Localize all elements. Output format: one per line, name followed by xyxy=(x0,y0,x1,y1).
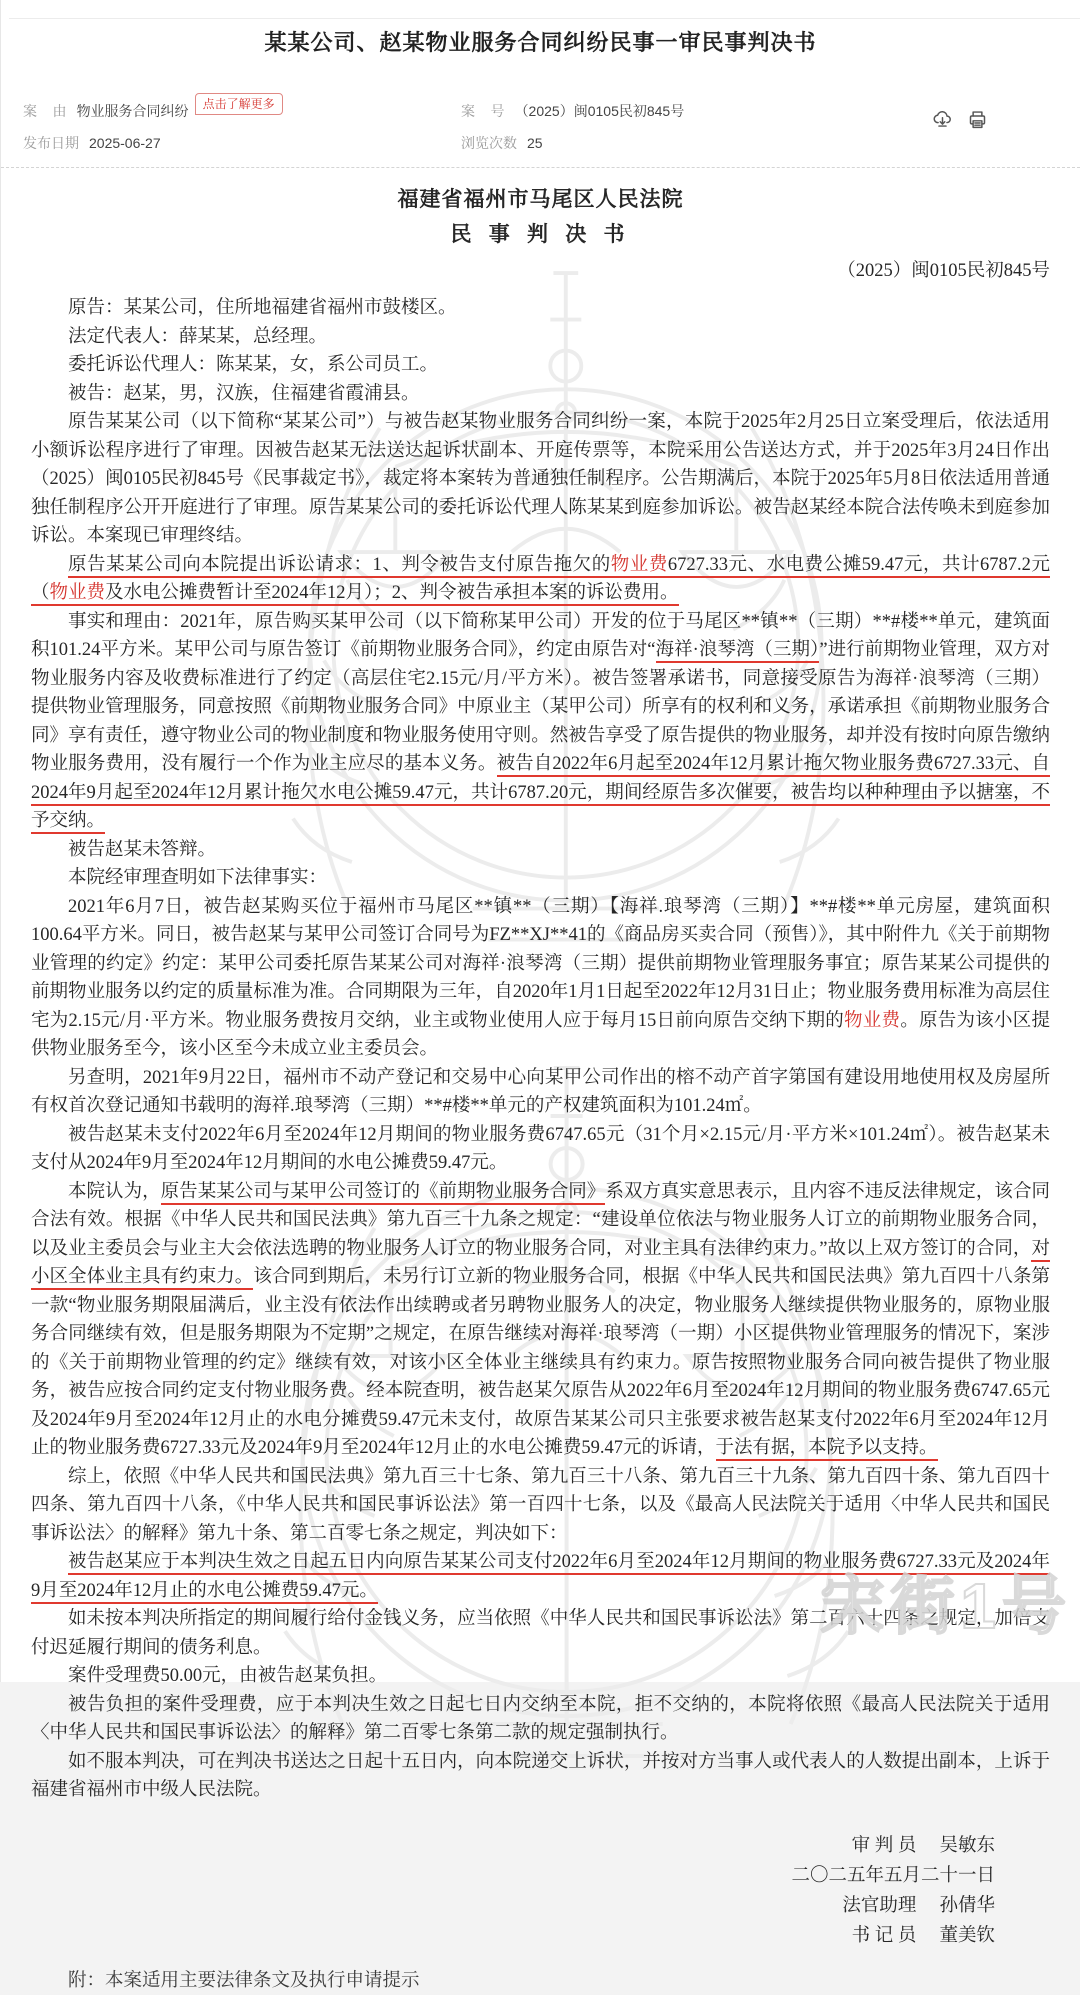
claims-paragraph xyxy=(31,551,1050,608)
emphasized-text: 对小区全体业主具有约束力。 xyxy=(31,1239,1050,1291)
legal-basis-paragraph xyxy=(31,1463,1050,1549)
case-reason-label: 案 由 xyxy=(23,101,67,121)
views-value: 25 xyxy=(527,135,543,151)
legal-representative-info xyxy=(31,323,1050,352)
judgment-document xyxy=(1,168,1080,1995)
body-text: 本院经审理查明如下法律事实： xyxy=(68,868,327,888)
emphasized-text: 海祥·浪琴湾（三期） xyxy=(656,640,820,663)
attachment-note: 附：本案适用主要法律条文及执行申请提示 xyxy=(31,1967,1050,1995)
body-text: 被告负担的案件受理费，应于本判决生效之日起七日内交纳至本院，拒不交纳的，本院将依照《最高人民法院关于适用〈中华人民共和国民事诉讼法〉的解释》第二百零七条第二款的规定强制执行。 xyxy=(31,1695,1050,1744)
publish-date-value: 2025-06-27 xyxy=(89,135,161,151)
clerk-line: 书 记 员 董美钦 xyxy=(31,1921,995,1951)
emphasized-text: 被告赵某应于本判决生效之日起五日内向原告某某公司支付2022年6月至2024年12月期间的物业服务费6727.33元及2024年9月至2024年12月止的水电公摊费59.47元。 xyxy=(31,1552,1050,1604)
case-number-value: （2025）闽0105民初845号 xyxy=(515,101,685,121)
print-icon[interactable] xyxy=(967,109,988,130)
interest-paragraph xyxy=(31,1605,1050,1662)
emphasized-text: 于法有据，本院予以支持。 xyxy=(716,1438,938,1461)
download-icon[interactable] xyxy=(932,109,953,130)
emphasized-text: 原告某某公司向本院提出诉讼请求：1、判令被告支付原告拖欠的 xyxy=(68,555,611,578)
meta-row-1 xyxy=(23,95,1058,127)
judgment-paragraph xyxy=(31,1548,1050,1605)
body-text: 委托诉讼代理人：陈某某，女，系公司员工。 xyxy=(68,355,438,375)
body-text: 如未按本判决所指定的期间履行给付金钱义务，应当依照《中华人民共和国民事诉讼法》第二百六十四条之规定，加倍支付迟延履行期间的债务利息。 xyxy=(31,1609,1050,1658)
appeal-paragraph xyxy=(31,1748,1050,1805)
procedure-paragraph xyxy=(31,408,1050,551)
judge-assistant-line: 法官助理 孙倩华 xyxy=(31,1891,995,1921)
case-reason-value: 物业服务合同纠纷 xyxy=(77,101,189,121)
judge-line: 审 判 员 吴敏东 xyxy=(31,1831,995,1861)
additional-findings-paragraph xyxy=(31,1064,1050,1121)
body-text: 被告赵某未答辩。 xyxy=(68,840,216,860)
fee-payment-paragraph xyxy=(31,1691,1050,1748)
meta-row-2 xyxy=(23,127,1058,159)
body-text: 综上，依照《中华人民共和国民法典》第九百三十七条、第九百三十八条、第九百三十九条、第九百四十条、第九百四十四条、第九百四十八条，《中华人民共和国民事诉讼法》第一百四十七条，以及《最高人民法院关于适用〈中华人民共和国民事诉讼法〉的解释》第九十条、第二百零七条之规定，判决如下： xyxy=(31,1467,1050,1544)
body-text: 原告某某公司（以下简称“某某公司”）与被告赵某物业服务合同纠纷一案，本院于2025年2月25日立案受理后，依法适用小额诉讼程序进行了审理。因被告赵某无法送达起诉状副本、开庭传票等，本院采用公告送达方式，并于2025年3月24日作出（2025）闽0105民初845号《民事裁定书》，裁定将本案转为普通独任制程序。公告期满后，本院于2025年5月8日依法适用普通独任制程序公开开庭进行了审理。原告某某公司的委托诉讼代理人陈某某到庭参加诉讼。被告赵某经本院合法传唤未到庭参加诉讼。本案现已审理终结。 xyxy=(31,412,1050,546)
header-actions xyxy=(932,109,988,130)
body-text: 。原告为该小区提供物业服务至今，该小区至今未成立业主委员会。 xyxy=(31,1011,1050,1060)
no-defense-paragraph xyxy=(31,836,1050,865)
card-top-border xyxy=(9,18,1080,19)
emphasized-text: 原告某某公司与某甲公司签订的《前期物业服务合同》 xyxy=(161,1182,606,1205)
emphasized-text: 物业费 xyxy=(50,583,106,606)
findings-intro-paragraph xyxy=(31,864,1050,893)
plaintiff-info xyxy=(31,294,1050,323)
emphasized-text: 被告自2022年6月起至2024年12月累计拖欠物业服务费6727.33元、自2024年9月起至2024年12月累计拖欠水电公摊59.47元，共计6787.20元，期间经原告多次催要，被告均以种种理由予以搪塞，不予交纳。 xyxy=(31,754,1050,834)
defendant-info xyxy=(31,380,1050,409)
body-text: 如不服本判决，可在判决书送达之日起十五日内，向本院递交上诉状，并按对方当事人或代表人的人数提出副本，上诉于福建省福州市中级人民法院。 xyxy=(31,1752,1050,1801)
body-text: 2021年6月7日，被告赵某购买位于福州市马尾区**镇**（三期）【海祥.琅琴湾（三期）】**#楼**单元房屋，建筑面积100.64平方米。同日，被告赵某与某甲公司签订合同号为FZ**XJ**41的《商品房买卖合同（预售）》，其中附件九《关于前期物业管理的约定》约定：某甲公司委托原告某某公司对海祥·浪琴湾（三期）提供前期物业管理服务事宜；原告某某公司提供的前期物业服务以约定的质量标准为准。合同期限为三年，自2020年1月1日起至2022年12月31日止；物业服务费用标准为高层住宅为2.15元/月·平方米。物业服务费按月交纳，业主或物业使用人应于每月15日前向原告交纳下期的 xyxy=(31,897,1050,1031)
unpaid-fees-paragraph xyxy=(31,1121,1050,1178)
emphasized-text: 物业费 xyxy=(844,1011,900,1031)
emphasized-text: 6727.33元、水电费公摊59.47元，共计6787.2元（ xyxy=(31,555,1050,607)
body-text: 另查明，2021年9月22日，福州市不动产登记和交易中心向某甲公司作出的榕不动产首字第国有建设用地使用权及房屋所有权首次登记通知书载明的海祥.琅琴湾（三期）**#楼**单元的产权建筑面积为101.24㎡。 xyxy=(31,1068,1050,1117)
signature-block xyxy=(31,1831,1050,1951)
body-text: 被告：赵某，男，汉族，住福建省霞浦县。 xyxy=(68,384,420,404)
case-number-line: （2025）闽0105民初845号 xyxy=(31,256,1050,286)
paragraphs xyxy=(31,294,1050,1805)
body-text: 原告：某某公司，住所地福建省福州市鼓楼区。 xyxy=(68,298,457,318)
body-text: 案件受理费50.00元，由被告赵某负担。 xyxy=(68,1666,387,1686)
body-text: 法定代表人：薛某某，总经理。 xyxy=(68,327,327,347)
body-text: 被告赵某未支付2022年6月至2024年12月期间的物业服务费6747.65元（31个月×2.15元/月·平方米×101.24㎡）。被告赵某未支付从2024年9月至2024年12月期间的水电公摊费59.47元。 xyxy=(31,1125,1050,1174)
meta-section xyxy=(1,95,1080,159)
document-type-title: 民 事 判 决 书 xyxy=(31,216,1050,252)
body-text: 事实和理由：2021年，原告购买某甲公司（以下简称某甲公司）开发的位于马尾区**镇**（三期）**#楼**单元，建筑面积101.24平方米。某甲公司与原告签订《前期物业服务合同》，约定由原告对“ xyxy=(31,612,1050,661)
learn-more-badge[interactable]: 点击了解更多 xyxy=(195,93,283,115)
views-label: 浏览次数 xyxy=(461,133,517,153)
case-number-label: 案 号 xyxy=(461,101,505,121)
document-content xyxy=(31,182,1050,1995)
site-watermark: 宋街1号 xyxy=(820,1592,1072,1621)
body-text: 系双方真实意思表示，且内容不违反法律规定，该合同合法有效。根据《中华人民共和国民法典》第九百三十九条之规定：“建设单位依法与物业服务人订立的前期物业服务合同，以及业主委员会与业主大会依法选聘的物业服务人订立的物业服务合同，对业主具有法律约束力。”故以上双方签订的合同， xyxy=(31,1182,1050,1259)
emphasized-text: 及水电公摊费暂计至2024年12月）；2、判令被告承担本案的诉讼费用。 xyxy=(105,583,679,606)
publish-date-label: 发布日期 xyxy=(23,133,79,153)
body-text: ”进行前期物业管理，双方对物业服务内容及收费标准进行了约定（高层住宅2.15元/月/平方米）。被告签署承诺书，同意接受原告为海祥·浪琴湾（三期）提供物业管理服务，同意按照《前期物业服务合同》中原业主（某甲公司）所享有的权利和义务，承诺承担《前期物业服务合同》享有责任，遵守物业公司的物业制度和物业服务使用守则。然被告享受了原告提供的物业服务，却并没有按时向原告缴纳物业服务费用，没有履行一个作为业主应尽的基本义务。 xyxy=(31,640,1050,774)
page-title: 某某公司、赵某物业服务合同纠纷民事一审民事判决书 xyxy=(1,0,1080,57)
body-text: 本院认为， xyxy=(68,1182,161,1202)
judgment-date-line: 二〇二五年五月二十一日 xyxy=(31,1861,995,1891)
agent-info xyxy=(31,351,1050,380)
body-text: 该合同到期后，未另行订立新的物业服务合同，根据《中华人民共和国民法典》第九百四十八条第一款“物业服务期限届满后，业主没有依法作出续聘或者另聘物业服务人的决定，物业服务人继续提供物业服务的，原物业服务合同继续有效，但是服务期限为不定期”之规定，在原告继续对海祥·琅琴湾（一期）小区提供物业管理服务的情况下，案涉的《关于前期物业管理的约定》继续有效，对该小区全体业主继续具有约束力。原告按照物业服务合同向被告提供了物业服务，被告应按合同约定支付物业服务费。经本院查明，被告赵某欠原告从2022年6月至2024年12月期间的物业服务费6747.65元及2024年9月至2024年12月止的水电分摊费59.47元未支付，故原告某某公司只主张要求被告赵某支付2022年6月至2024年12月止的物业服务费6727.33元及2024年9月至2024年12月止的水电公摊费59.47元的诉请， xyxy=(31,1267,1050,1458)
findings-paragraph xyxy=(31,893,1050,1064)
emphasized-text: 物业费 xyxy=(611,555,668,578)
facts-and-reasons-paragraph xyxy=(31,608,1050,836)
court-name: 福建省福州市马尾区人民法院 xyxy=(31,182,1050,216)
court-opinion-paragraph xyxy=(31,1178,1050,1463)
court-fee-paragraph xyxy=(31,1662,1050,1691)
